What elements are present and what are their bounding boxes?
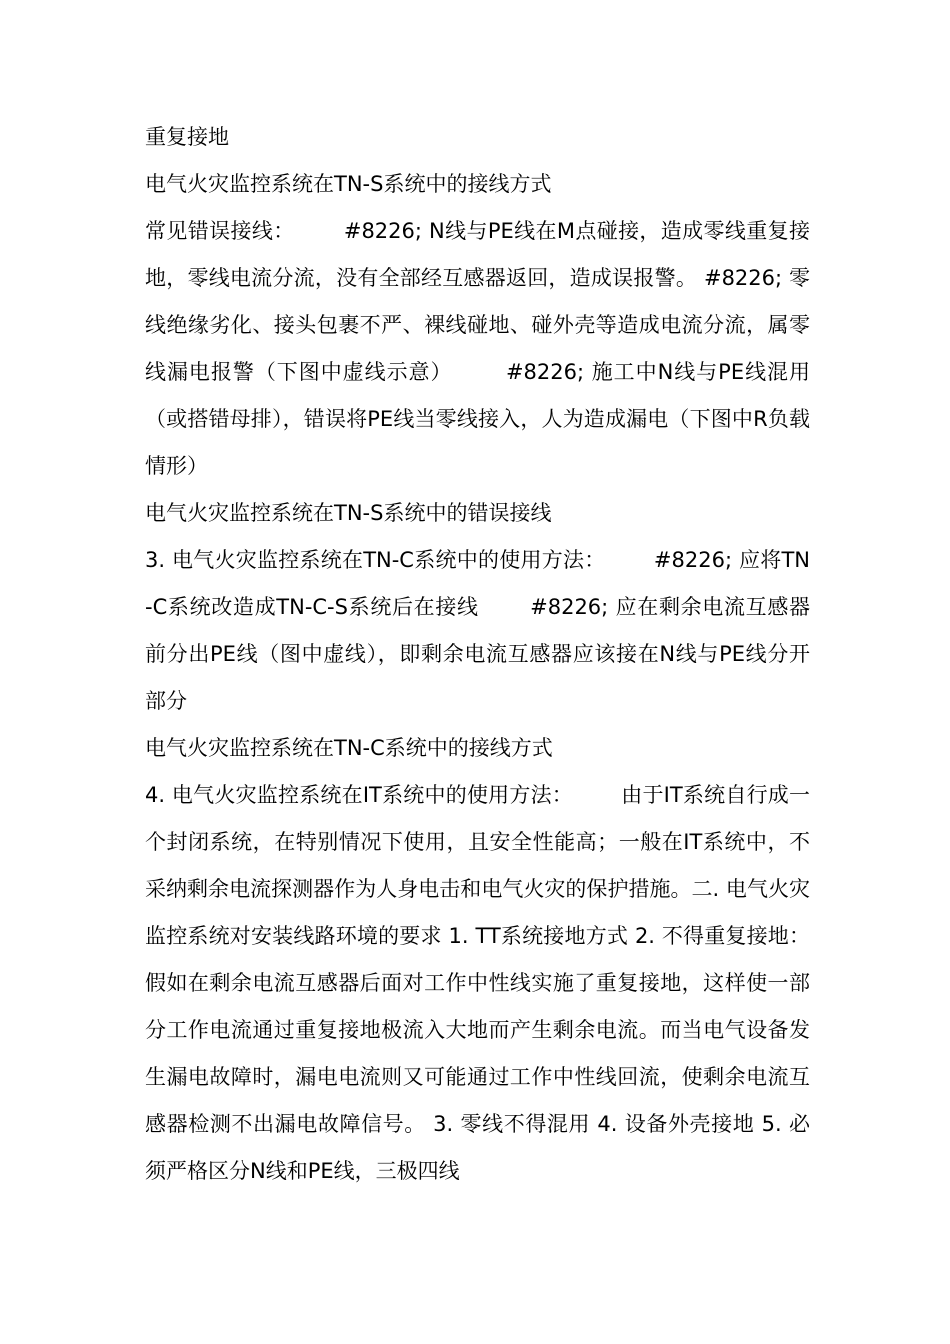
section-title-repeat-grounding: 重复接地: [145, 125, 229, 149]
caption-tn-s-wiring: 电气火灾监控系统在TN-S系统中的接线方式: [145, 172, 552, 196]
paragraph-tn-c-usage: 3. 电气火灾监控系统在TN-C系统中的使用方法： #8226; 应将TN-C系统改造成TN-C-S系统后在接线 #8226; 应在剩余电流互感器前分出PE线（图中虚线），即剩余电流互感器应该接在N线与PE线分开部分: [145, 548, 810, 713]
paragraph-it-system-usage: 4. 电气火灾监控系统在IT系统中的使用方法： 由于IT系统自行成一个封闭系统，在特别情况下使用，且安全性能高；一般在IT系统中，不采纳剩余电流探测器作为人身电击和电气火灾的保护措施。二. 电气火灾监控系统对安装线路环境的要求 1. TT系统接地方式 2. 不得重复接地：假如在剩余电流互感器后面对工作中性线实施了重复接地，这样使一部分工作电流通过重复接地极流入大地而产生剩余电流。而当电气设备发生漏电故障时，漏电电流则又可能通过工作中性线回流，使剩余电流互感器检测不出漏电故障信号。 3. 零线不得混用 4. 设备外壳接地 5. 必须严格区分N线和PE线，三极四线: [145, 783, 810, 1183]
caption-tn-s-wrong-wiring: 电气火灾监控系统在TN-S系统中的错误接线: [145, 501, 552, 525]
document-body: [145, 114, 810, 1195]
paragraph-common-wiring-errors: 常见错误接线： #8226; N线与PE线在M点碰接，造成零线重复接地，零线电流分流，没有全部经互感器返回，造成误报警。 #8226; 零线绝缘劣化、接头包裹不严、裸线碰地、碰外壳等造成电流分流，属零线漏电报警（下图中虚线示意） #8226; 施工中N线与PE线混用（或搭错母排），错误将PE线当零线接入，人为造成漏电（下图中R负载情形）: [145, 219, 810, 478]
caption-tn-c-wiring: 电气火灾监控系统在TN-C系统中的接线方式: [145, 736, 553, 760]
